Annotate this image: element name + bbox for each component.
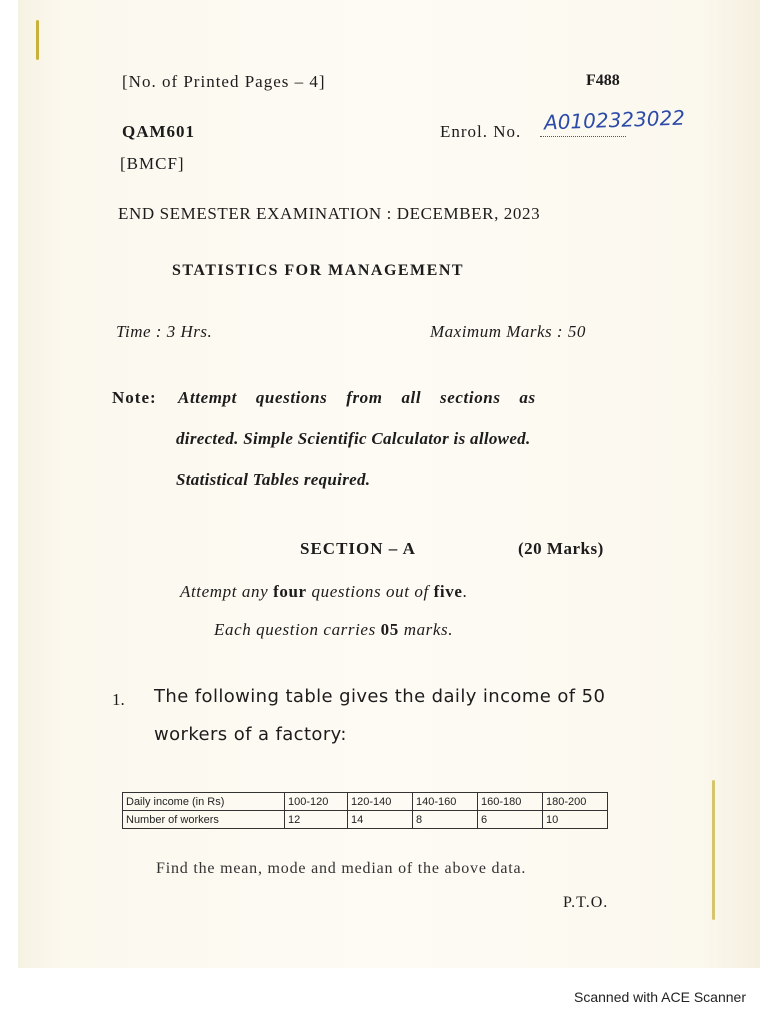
program-code: [BMCF]	[120, 154, 185, 173]
table-cell: Number of workers	[123, 811, 285, 829]
section-instruction-2: Each question carries 05 marks.	[214, 620, 454, 639]
table-cell: 8	[413, 811, 478, 829]
table-cell: 160-180	[478, 793, 543, 811]
question-1-line-2: workers of a factory:	[154, 724, 347, 745]
paper-edge-mark	[712, 780, 715, 920]
question-1-instruction: Find the mean, mode and median of the above data.	[156, 860, 527, 877]
section-marks: (20 Marks)	[518, 539, 604, 558]
table-cell: 10	[543, 811, 608, 829]
table-cell: 14	[348, 811, 413, 829]
section-title: SECTION – A	[300, 539, 416, 558]
table-cell: 120-140	[348, 793, 413, 811]
note-label: Note:	[112, 388, 157, 407]
table-row	[123, 793, 608, 811]
subject-title: STATISTICS FOR MANAGEMENT	[172, 262, 465, 279]
table-cell: 6	[478, 811, 543, 829]
course-code: QAM601	[122, 122, 196, 141]
maximum-marks: Maximum Marks : 50	[430, 322, 586, 341]
paper-code: F488	[586, 72, 620, 89]
note-line-3: Statistical Tables required.	[176, 470, 371, 489]
enrol-number-handwritten: A0102323022	[543, 105, 686, 135]
note-line-1: Attempt questions from all sections as	[178, 388, 536, 407]
note-line-2: directed. Simple Scientific Calculator is allowed.	[176, 429, 531, 448]
enrol-label: Enrol. No.	[440, 122, 522, 141]
paper-edge-mark	[36, 20, 39, 60]
table-row	[123, 811, 608, 829]
section-instruction-1: Attempt any four questions out of five.	[180, 582, 468, 601]
table-cell: 180-200	[543, 793, 608, 811]
table-cell: 140-160	[413, 793, 478, 811]
enrol-dotted-line	[540, 136, 626, 137]
scanner-footer: Scanned with ACE Scanner	[574, 989, 746, 1005]
question-1-line-1: The following table gives the daily income of 50	[154, 686, 606, 707]
exam-title: END SEMESTER EXAMINATION : DECEMBER, 2023	[118, 204, 541, 223]
table-cell: 100-120	[285, 793, 348, 811]
time-allowed: Time : 3 Hrs.	[116, 322, 213, 341]
printed-pages: [No. of Printed Pages – 4]	[122, 72, 326, 91]
daily-income-table	[122, 792, 608, 829]
table-cell: 12	[285, 811, 348, 829]
question-number: 1.	[112, 690, 125, 709]
pto-label: P.T.O.	[563, 894, 609, 911]
table-cell: Daily income (in Rs)	[123, 793, 285, 811]
